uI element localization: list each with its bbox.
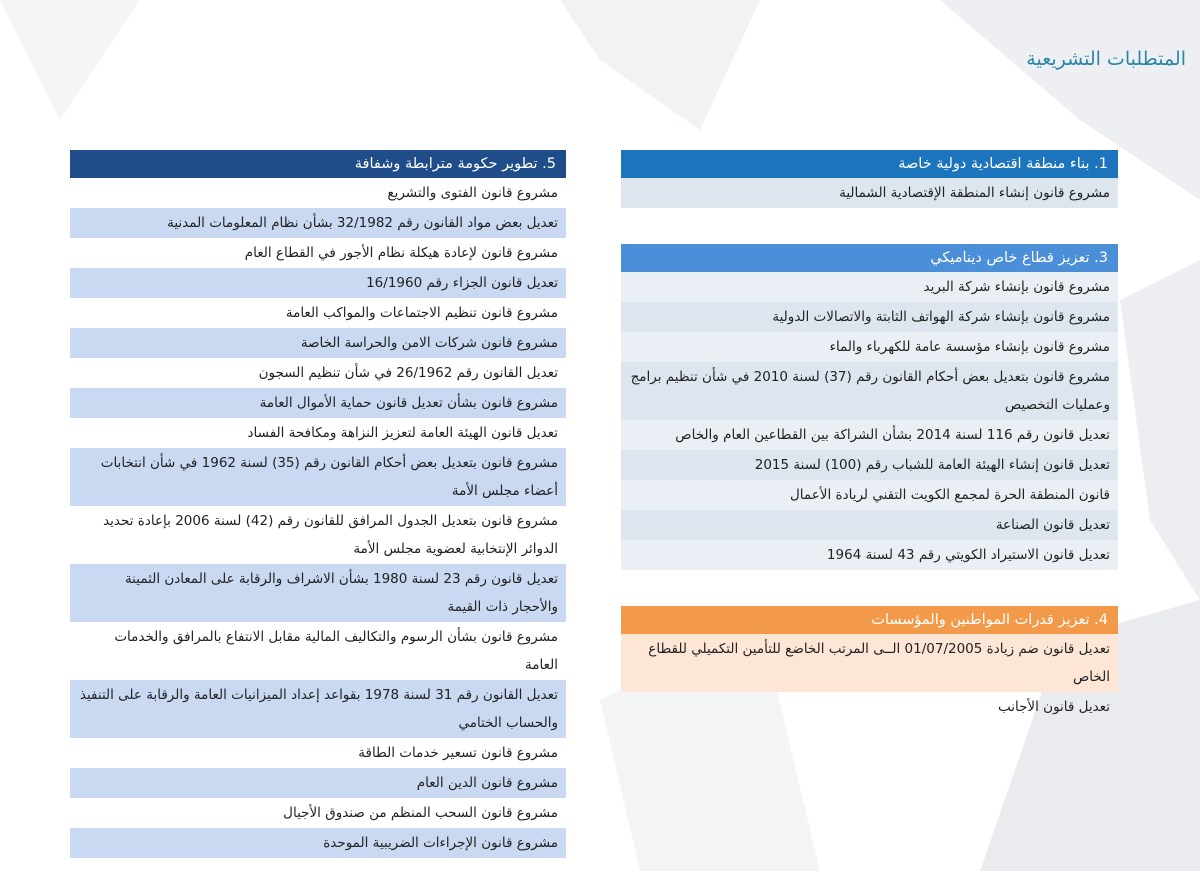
list-item: تعديل قانون الهيئة العامة لتعزيز النزاهة ومكافحة الفساد (247, 425, 558, 441)
section-1 (621, 150, 1118, 208)
list-item: مشروع قانون بإنشاء شركة البريد (621, 272, 1118, 302)
list-item: تعديل قانون ضم زيادة 01/07/2005 الــى المرتب الخاضع للتأمين التكميلي للقطاع الخاص (621, 634, 1118, 692)
section-3 (621, 244, 1118, 570)
list-item: مشروع قانون شركات الامن والحراسة الخاصة (70, 328, 566, 358)
list-item: تعديل القانون رقم 26/1962 في شأن تنظيم السجون (258, 365, 558, 381)
list-item: قانون المنطقة الحرة لمجمع الكويت التقني لريادة الأعمال (621, 480, 1118, 510)
list-item: تعديل قانون الأجانب (997, 699, 1110, 715)
section-3-header: 3. تعزيز قطاع خاص ديناميكي (621, 244, 1118, 272)
list-item: تعديل قانون إنشاء الهيئة العامة للشباب رقم (100) لسنة 2015 (621, 450, 1118, 480)
list-item: مشروع قانون بتعديل بعض أحكام القانون رقم (35) لسنة 1962 في شأن انتخابات أعضاء مجلس الأمة (70, 448, 566, 506)
list-item: تعديل قانون رقم 116 لسنة 2014 بشأن الشراكة بين القطاعين العام والخاص (621, 420, 1118, 450)
list-item: مشروع قانون لإعادة هيكلة نظام الأجور في القطاع العام (244, 245, 558, 261)
section-4-header: 4. تعزيز قدرات المواطنين والمؤسسات (621, 606, 1118, 634)
list-item: مشروع قانون بإنشاء شركة الهواتف الثابتة والاتصالات الدولية (621, 302, 1118, 332)
list-item: مشروع قانون الدين العام (70, 768, 566, 798)
list-item: تعديل قانون الاستيراد الكويتي رقم 43 لسنة 1964 (621, 540, 1118, 570)
section-1-header: 1. بناء منطقة اقتصادية دولية خاصة (621, 150, 1118, 178)
list-item: مشروع قانون بتعديل بعض أحكام القانون رقم (37) لسنة 2010 في شأن تنظيم برامج وعمليات التخصيص (621, 362, 1118, 420)
list-item: تعديل قانون رقم 23 لسنة 1980 بشأن الاشراف والرقابة على المعادن الثمينة والأحجار ذات القيمة (70, 564, 566, 622)
list-item: مشروع قانون الإجراءات الضريبية الموحدة (70, 828, 566, 858)
list-item: تعديل بعض مواد القانون رقم 32/1982 بشأن نظام المعلومات المدنية (70, 208, 566, 238)
list-item: مشروع قانون تنظيم الاجتماعات والمواكب العامة (285, 305, 558, 321)
list-item: مشروع قانون السحب المنظم من صندوق الأجيال (283, 805, 558, 821)
list-item: تعديل قانون الجزاء رقم 16/1960 (70, 268, 566, 298)
section-5-header: 5. تطوير حكومة مترابطة وشفافة (70, 150, 566, 178)
page-title: المتطلبات التشريعية (1026, 48, 1186, 70)
list-item: مشروع قانون بتعديل الجدول المرافق للقانون رقم (42) لسنة 2006 بإعادة تحديد الدوائر الإنتخابية لعضوية مجلس الأمة (103, 513, 558, 557)
list-item: مشروع قانون الفتوى والتشريع (387, 185, 558, 201)
list-item: تعديل قانون الصناعة (621, 510, 1118, 540)
section-4 (621, 606, 1118, 722)
list-item: مشروع قانون تسعير خدمات الطاقة (358, 745, 558, 761)
list-item: تعديل القانون رقم 31 لسنة 1978 بقواعد إعداد الميزانيات العامة والرقابة على التنفيذ والحساب الختامي (70, 680, 566, 738)
list-item: مشروع قانون بشأن تعديل قانون حماية الأموال العامة (70, 388, 566, 418)
left-column (70, 150, 566, 871)
section-5 (70, 150, 566, 858)
list-item: مشروع قانون بإنشاء مؤسسة عامة للكهرباء والماء (621, 332, 1118, 362)
list-item: مشروع قانون بشأن الرسوم والتكاليف المالية مقابل الانتفاع بالمرافق والخدمات العامة (114, 629, 558, 673)
list-item: مشروع قانون إنشاء المنطقة الإقتصادية الشمالية (621, 178, 1118, 208)
right-column (621, 150, 1118, 758)
